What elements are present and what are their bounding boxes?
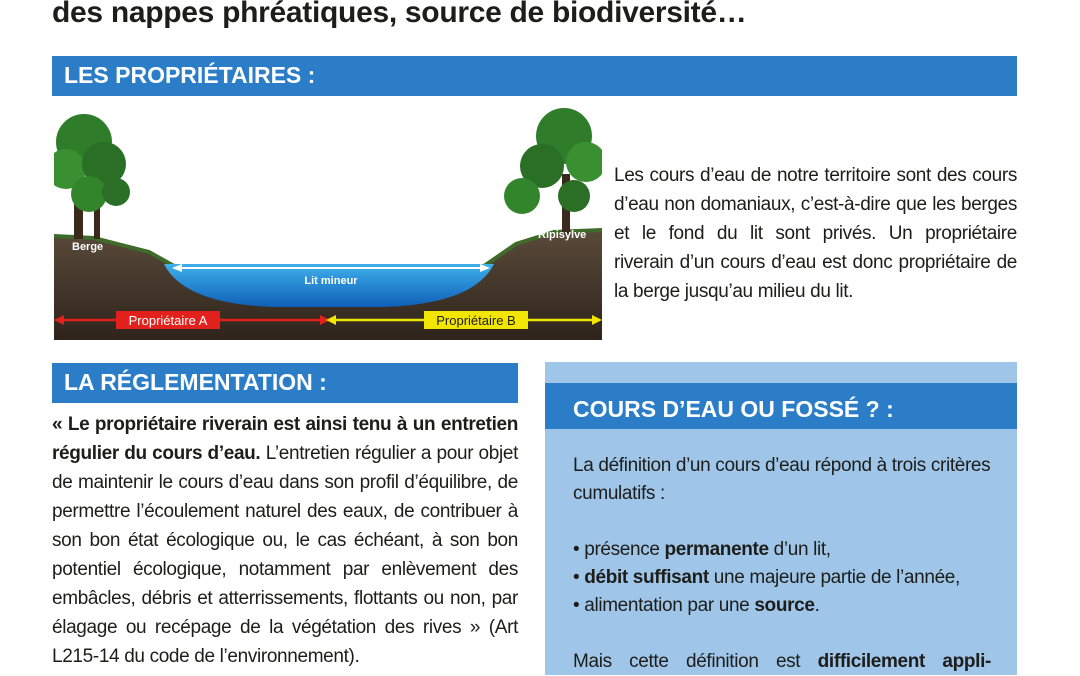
section-heading-proprietaires: LES PROPRIÉTAIRES : xyxy=(52,56,1017,96)
cours-eau-text xyxy=(573,452,991,676)
proprietaires-paragraph: Les cours d’eau de notre territoire sont des cours d’eau non domaniaux, c’est-à-dire que les berges et le fond du lit sont privés. Un propriétaire riverain d’un cours d’eau est donc propriétaire de la berge jusqu’au milieu du lit. xyxy=(614,165,1017,302)
criterion-item: • présence permanente d’un lit, xyxy=(573,539,831,560)
label-proprietaire-b: Propriétaire B xyxy=(436,313,516,328)
section-heading-reglementation: LA RÉGLEMENTATION : xyxy=(52,363,518,403)
reglementation-quote-bold: « Le propriétaire riverain est ainsi tenu à un entretien régulier du cours d’eau. xyxy=(52,414,518,464)
right-tree xyxy=(504,108,602,234)
reglementation-quote-rest: L’entretien régulier a pour objet de maintenir le cours d’eau dans son profil d’équilibre, de permettre l’écoulement naturel des eaux, de contribuer à son bon état écologique ou, le cas échéant, à son bon potentiel écologique, notamment par enlèvement des embâcles, débris et atterrissements, flottants ou non, par élagage ou recépage de la végétation des rives » (Art L215-14 du code de l’environnement). xyxy=(52,443,519,667)
left-tree xyxy=(54,114,130,239)
section-heading-cours-eau: COURS D’EAU OU FOSSÉ ? : xyxy=(545,383,1017,429)
cours-eau-intro: La définition d’un cours d’eau répond à trois critères cumulatifs : xyxy=(573,455,991,504)
page-title: des nappes phréatiques, source de biodiversité… xyxy=(52,0,747,29)
label-ripisylve: Ripisylve xyxy=(538,229,587,241)
label-berge: Berge xyxy=(72,241,104,253)
cours-eau-outro: Mais cette définition est difficilement appli- xyxy=(573,651,991,672)
reglementation-text xyxy=(52,410,518,671)
label-proprietaire-a: Propriétaire A xyxy=(128,313,208,328)
label-lit-mineur: Lit mineur xyxy=(304,275,358,287)
criterion-item: • alimentation par une source. xyxy=(573,595,820,616)
river-cross-section-diagram xyxy=(54,104,602,340)
proprietaires-text xyxy=(614,161,1017,306)
criterion-item: • débit suffisant une majeure partie de l’année, xyxy=(573,567,960,588)
